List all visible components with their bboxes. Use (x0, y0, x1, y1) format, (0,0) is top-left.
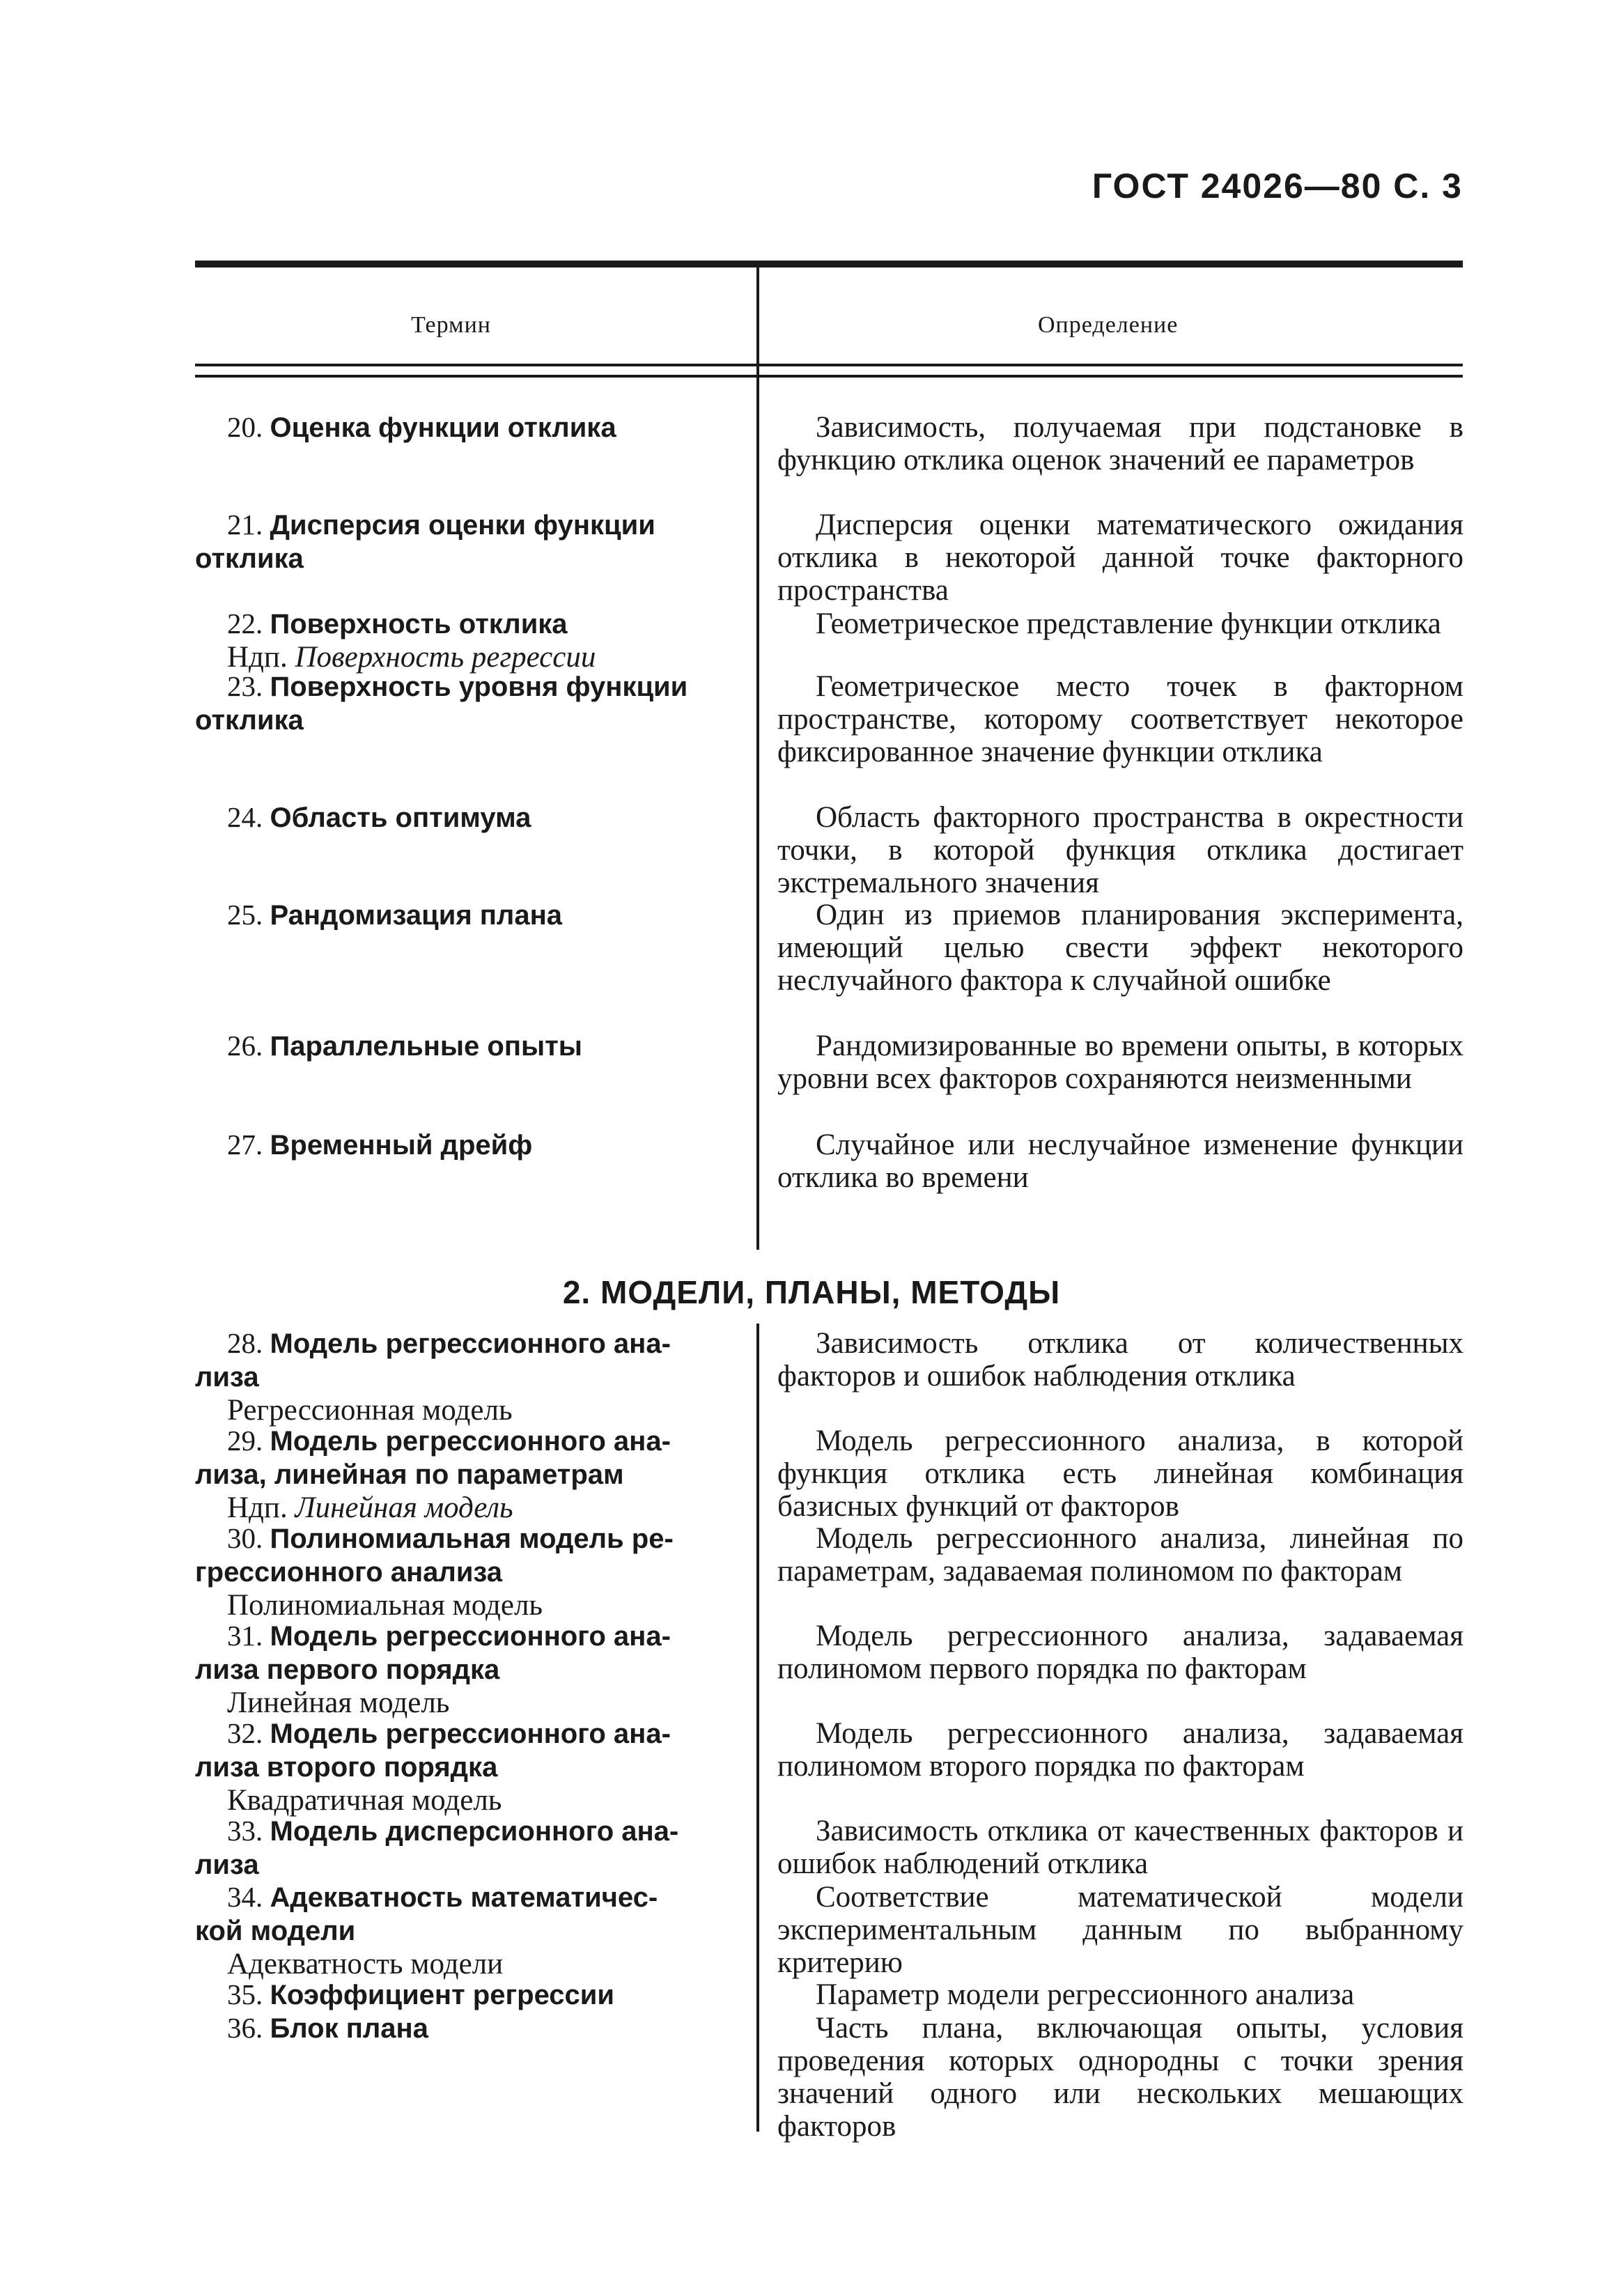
synonym-prefix: Ндп. (227, 1491, 288, 1524)
term-cell (195, 1717, 738, 1817)
term-line-first (195, 411, 738, 444)
definition-cell (777, 1881, 1463, 1979)
term-number: 32. (227, 1717, 263, 1749)
term-cell (195, 1030, 738, 1063)
term-cell (195, 899, 738, 932)
definition-text: Параметр модели регрессионного анализа (816, 1978, 1355, 2011)
synonym-text: Регрессионная модель (227, 1394, 513, 1427)
term-name: грессионного анализа (195, 1557, 503, 1588)
term-name: Блок плана (270, 2013, 428, 2044)
term-name: кой модели (195, 1916, 356, 1946)
term-cell (195, 1128, 738, 1162)
term-line-cont (195, 1914, 738, 1948)
section-title: 2. МОДЕЛИ, ПЛАНЫ, МЕТОДЫ (562, 1274, 1061, 1310)
term-line-cont (195, 1360, 738, 1394)
term-line-first (195, 1620, 738, 1653)
term-number: 30. (227, 1522, 263, 1554)
term-synonym (195, 1686, 738, 1719)
table-head-rule (195, 364, 1463, 366)
term-line-cont (195, 1458, 738, 1491)
definition-cell (777, 1030, 1463, 1095)
term-line-first (195, 1128, 738, 1162)
definition-text: Часть плана, включающая опыты, условия проведения которых однородны с точки зрения значений одного или нескольких мешающих факторов (777, 2012, 1463, 2143)
term-name: лиза (195, 1849, 259, 1880)
term-cell (195, 607, 738, 674)
definition-text: Случайное или неслучайное изменение функции отклика во времени (777, 1128, 1463, 1194)
definition-text: Геометрическое место точек в факторном пространстве, которому соответствует некоторое фиксированное значение функции отклика (777, 670, 1463, 768)
definition-cell (777, 509, 1463, 607)
term-name: лиза второго порядка (195, 1752, 498, 1783)
term-name: Дисперсия оценки функции (270, 510, 655, 541)
term-line-first (195, 1815, 738, 1848)
definition-text: Модель регрессионного анализа, линейная по параметрам, задаваемая полиномом по факторам (777, 1522, 1463, 1588)
term-synonym (195, 1491, 738, 1524)
term-name: Коэффициент регрессии (270, 1980, 614, 2010)
term-line-first (195, 801, 738, 835)
term-number: 26. (227, 1030, 263, 1062)
definition-text: Зависимость, получаемая при подстановке в функцию отклика оценок значений ее параметров (777, 411, 1463, 476)
definition-text: Геометрическое представление функции отклика (816, 607, 1441, 640)
term-number: 33. (227, 1815, 263, 1847)
page-header: ГОСТ 24026—80 С. 3 (1092, 166, 1463, 205)
term-line-first (195, 509, 738, 542)
term-name: лиза первого порядка (195, 1654, 500, 1685)
synonym-prefix: Ндп. (227, 641, 288, 674)
definition-cell (777, 899, 1463, 997)
definition-text: Соответствие математической модели экспериментальным данным по выбранному критерию (777, 1881, 1463, 1979)
term-cell (195, 411, 738, 444)
term-cell (195, 1620, 738, 1719)
term-name: Поверхность отклика (270, 609, 568, 639)
term-line-cont (195, 1751, 738, 1784)
term-number: 20. (227, 411, 263, 443)
definition-cell (777, 1425, 1463, 1523)
definition-text: Модель регрессионного анализа, задаваемая полиномом второго порядка по факторам (777, 1717, 1463, 1783)
definition-cell (777, 1717, 1463, 1783)
term-synonym (195, 641, 738, 674)
column-divider-bottom (756, 1324, 759, 2132)
term-line-first (195, 1881, 738, 1914)
term-cell (195, 509, 738, 575)
term-number: 29. (227, 1425, 263, 1457)
term-number: 22. (227, 607, 263, 639)
definition-text: Модель регрессионного анализа, задаваемая полиномом первого порядка по факторам (777, 1620, 1463, 1685)
term-line-cont (195, 1556, 738, 1589)
term-line-first (195, 1030, 738, 1063)
term-name: Параллельные опыты (270, 1031, 582, 1062)
term-number: 36. (227, 2012, 263, 2044)
definition-cell (777, 1522, 1463, 1588)
term-cell (195, 1978, 738, 2012)
term-name: Поверхность уровня функции (270, 672, 688, 702)
term-line-first (195, 2012, 738, 2045)
term-line-first (195, 1522, 738, 1556)
term-number: 31. (227, 1620, 263, 1652)
definition-cell (777, 1327, 1463, 1393)
definition-text: Модель регрессионного анализа, в которой функция отклика есть линейная комбинация базисных функций от факторов (777, 1425, 1463, 1523)
term-cell (195, 2012, 738, 2045)
definition-cell (777, 411, 1463, 476)
term-number: 21. (227, 509, 263, 541)
term-cell (195, 1815, 738, 1882)
term-line-first (195, 899, 738, 932)
term-cell (195, 1327, 738, 1427)
term-line-cont (195, 1848, 738, 1882)
table-head-rule-double (195, 375, 1463, 378)
term-name: Модель регрессионного ана- (270, 1621, 671, 1652)
table-top-rule (195, 261, 1463, 267)
definition-cell (777, 607, 1463, 640)
term-name: отклика (195, 705, 304, 736)
term-number: 27. (227, 1128, 263, 1161)
term-name: лиза, линейная по параметрам (195, 1459, 624, 1490)
definition-cell (777, 801, 1463, 899)
term-name: Полиномиальная модель ре- (270, 1523, 674, 1554)
term-number: 35. (227, 1978, 263, 2010)
definition-cell (777, 1978, 1463, 2011)
term-line-cont (195, 542, 738, 575)
definition-cell (777, 1620, 1463, 1685)
term-cell (195, 1881, 738, 1980)
term-line-cont (195, 704, 738, 737)
term-name: отклика (195, 543, 304, 574)
table-head-definition: Определение (1038, 312, 1179, 338)
synonym-text: Линейная модель (295, 1491, 513, 1524)
definition-text: Область факторного пространства в окрестности точки, в которой функция отклика достигает экстремального значения (777, 801, 1463, 899)
synonym-text: Адекватность модели (227, 1948, 504, 1980)
term-number: 25. (227, 899, 263, 931)
definition-text: Рандомизированные во времени опыты, в которых уровни всех факторов сохраняются неизменными (777, 1030, 1463, 1095)
term-number: 24. (227, 801, 263, 833)
term-cell (195, 801, 738, 835)
term-line-first (195, 607, 738, 641)
definition-text: Один из приемов планирования эксперимента, имеющий целью свести эффект некоторого неслучайного фактора к случайной ошибке (777, 899, 1463, 997)
term-name: Модель регрессионного ана- (270, 1719, 671, 1749)
synonym-text: Полиномиальная модель (227, 1589, 543, 1622)
term-name: Адекватность математичес- (270, 1882, 658, 1913)
definition-cell (777, 670, 1463, 768)
synonym-text: Квадратичная модель (227, 1784, 502, 1817)
term-synonym (195, 1394, 738, 1427)
term-name: Временный дрейф (270, 1130, 533, 1161)
synonym-text: Линейная модель (227, 1686, 450, 1719)
term-line-first (195, 670, 738, 704)
term-cell (195, 1522, 738, 1622)
term-number: 23. (227, 670, 263, 702)
column-divider-top (756, 267, 759, 1250)
term-cell (195, 1425, 738, 1524)
term-synonym (195, 1948, 738, 1980)
term-name: Рандомизация плана (270, 900, 562, 931)
term-line-first (195, 1327, 738, 1360)
definition-cell (777, 1128, 1463, 1194)
term-synonym (195, 1589, 738, 1622)
term-line-first (195, 1425, 738, 1458)
definition-text: Зависимость отклика от количественных факторов и ошибок наблюдения отклика (777, 1327, 1463, 1393)
term-line-cont (195, 1653, 738, 1686)
term-synonym (195, 1784, 738, 1817)
term-cell (195, 670, 738, 737)
term-name: лиза (195, 1362, 259, 1393)
term-name: Оценка функции отклика (270, 412, 616, 443)
term-line-first (195, 1717, 738, 1751)
synonym-text: Поверхность регрессии (295, 641, 596, 674)
term-number: 28. (227, 1327, 263, 1359)
definition-text: Зависимость отклика от качественных факторов и ошибок наблюдений отклика (777, 1815, 1463, 1880)
term-name: Модель регрессионного ана- (270, 1328, 671, 1359)
term-name: Модель дисперсионного ана- (270, 1816, 679, 1847)
term-line-first (195, 1978, 738, 2012)
term-name: Модель регрессионного ана- (270, 1426, 671, 1457)
definition-cell (777, 2012, 1463, 2143)
definition-cell (777, 1815, 1463, 1880)
term-number: 34. (227, 1881, 263, 1913)
table-head-term: Термин (411, 312, 491, 338)
term-name: Область оптимума (270, 802, 531, 833)
definition-text: Дисперсия оценки математического ожидания отклика в некоторой данной точке факторного пространства (777, 509, 1463, 607)
